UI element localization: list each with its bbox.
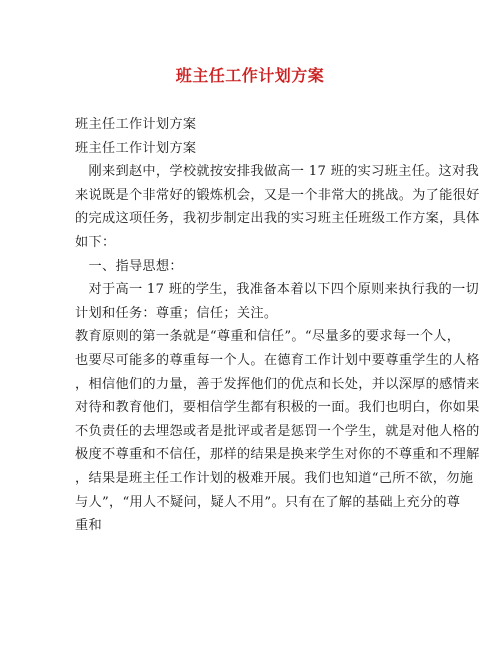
document-body: [75, 113, 480, 538]
body-line: 来说既是个非常好的锻炼机会，又是一个非常大的挑战。为了能很好: [75, 187, 480, 203]
body-line: 极度不尊重和不信任，那样的结果是换来学生对你的不尊重和不理解: [75, 447, 480, 463]
body-line: ，结果是班主任工作计划的极难开展。我们也知道“己所不欲，勿施: [75, 470, 474, 486]
body-line: 的完成这项任务，我初步制定出我的实习班主任班级工作方案，具体: [75, 211, 480, 227]
body-line: 重和: [75, 518, 102, 534]
body-line: 计划和任务：尊重；信任；关注。: [75, 305, 278, 321]
body-line: 对待和教育他们，要相信学生都有积极的一面。我们也明白，你如果: [75, 400, 480, 416]
body-line: 如下：: [75, 234, 116, 250]
body-line: 也要尽可能多的尊重每一个人。在德育工作计划中要尊重学生的人格: [75, 352, 480, 368]
body-line: ，相信他们的力量，善于发挥他们的优点和长处，并以深厚的感情来: [75, 376, 480, 392]
body-line: 刚来到赵中，学校就按安排我做高一 17 班的实习班主任。这对我: [75, 164, 480, 180]
body-line: 班主任工作计划方案: [75, 140, 197, 156]
body-line: 班主任工作计划方案: [75, 117, 197, 132]
document-title: 班主任工作计划方案: [175, 66, 325, 85]
body-line: 教育原则的第一条就是“尊重和信任”。“尽量多的要求每一个人，: [75, 329, 461, 345]
body-line: 不负责任的去埋怨或者是批评或者是惩罚一个学生，就是对他人格的: [75, 423, 480, 439]
body-line: 与人”，“用人不疑问，疑人不用”。只有在了解的基础上充分的尊: [75, 494, 461, 510]
body-line: 一、指导思想：: [75, 258, 183, 274]
body-line: 对于高一 17 班的学生，我准备本着以下四个原则来执行我的一切: [75, 282, 480, 298]
